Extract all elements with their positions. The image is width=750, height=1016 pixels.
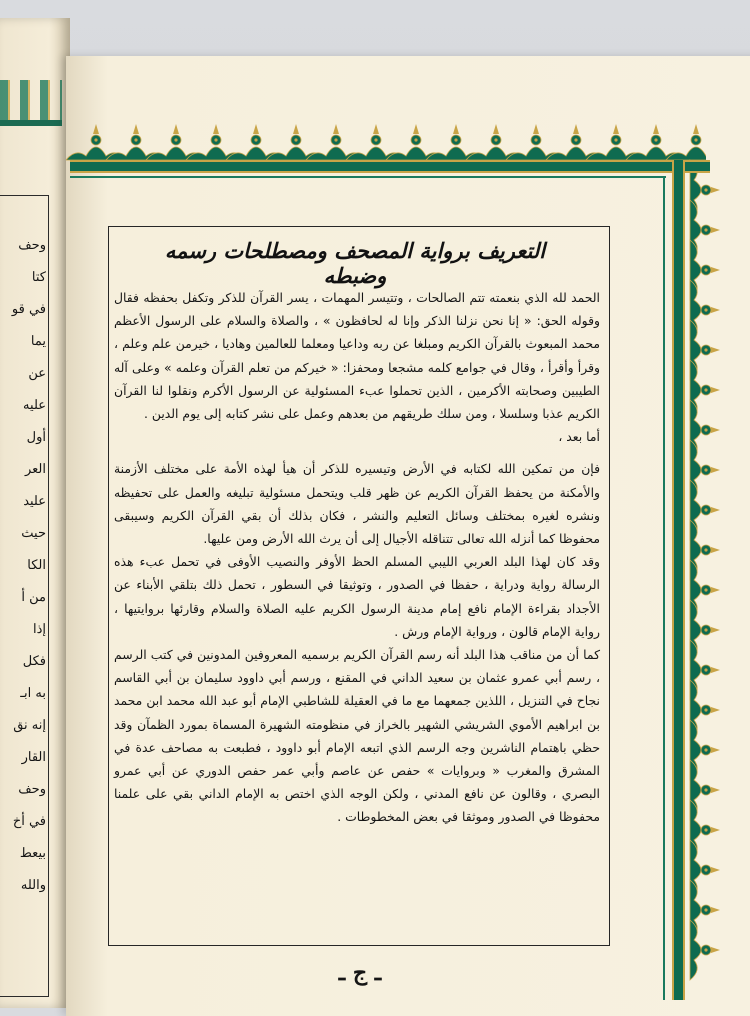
green-band-top [70,160,710,173]
paragraph-gap [114,448,600,457]
left-page-line: القار [21,750,46,765]
body-text [114,286,600,829]
left-page-line: أول [26,430,46,445]
left-page-line: وحف [18,782,46,797]
left-page-green-border [0,120,62,126]
inner-line-top [70,176,666,178]
left-page-line: بيعط [19,846,46,861]
left-page-line: فكل [22,654,46,669]
left-page-line: والله [20,878,46,893]
left-page-line: يما [30,334,46,349]
page-title: التعريف برواية المصحف ومصطلحات رسمه وضبطه [164,238,546,288]
left-page-line: من أ [21,590,46,605]
top-ornament-border [66,118,706,166]
left-page-line: الكا [27,558,46,573]
left-page-line: عن [28,366,46,381]
page-number: ـ ج ـ [338,960,382,986]
paragraph-amma-baad: أما بعد ، [558,429,600,445]
left-page-line: حيث [21,526,46,541]
left-page-text [4,230,46,902]
paragraph-libya: وقد كان لهذا البلد العربي الليبي المسلم الحظ الأوفر والنصيب الأوفى في تحمل عبء هذه الرسالة رواية ودراية ، حفظا في الصدور ، وتوثيقا في السطور ، تحمل ذلك بتلقي الأبناء عن الأجداد بقراءة الإمام نافع إمام مدينة الرسول الكريم عليه الصلاة والسلام وقارئها بروايتيها ، رواية الإمام قالون ، ورواية الإمام ورش . [114,554,600,639]
paragraph-opening: الحمد لله الذي بنعمته تتم الصالحات ، وتتيسر المهمات ، يسر القرآن للذكر وتكفل بحفظه فقال وقوله الحق: « إنا نحن نزلنا الذكر وإنا له لحافظون » ، والصلاة والسلام على الرسول الأعظم محمد المبعوث بالقرآن الكريم ومبلغا عن ربه وداعيا ومعلما للعالمين وهاديا ، خيرمن علم وعلم ، وقرأ وأقرأ ، وقال في جوامع كلمه مشجعا ومحفزا: « خيركم من تعلم القرآن وعلمه » وعلى آله الطيبين وصحابته الأكرمين ، الذين تحملوا عبء المسئولية عن الرسول الأكرم ونقلوا لنا القرآن الكريم عذبا وسلسلا ، ومن سلك طريقهم من بعدهم وعمل على نشر كتابه إلى يوم الدين . [114,290,600,422]
paragraph-preservation: فإن من تمكين الله لكتابه في الأرض وتيسيره للذكر أن هيأ لهذه الأمة على مختلف الأزمنة والأمكنة من يحفظ القرآن الكريم عن ظهر قلب ويتحمل مسئولية تبليغه والعمل على تحفيظه ونشره لغيره بمختلف وسائل التعليم والنشر ، فكان بذلك أن بقي القرآن الكريم وسيبقى محفوظا كما أنزله الله تعالى تتناقله الأجيال إلى أن يرث الله الأرض ومن عليها. [114,461,600,547]
left-page-line: عليد [23,494,46,509]
left-page-line: به ابـ [20,686,46,701]
left-page-line: كتا [31,270,46,285]
paragraph-rasm: كما أن من مناقب هذا البلد أنه رسم القرآن الكريم برسميه المعروفين المدونين في كتب الرسم ، رسم أبي عمرو عثمان بن سعيد الداني في المقنع ، ورسم أبي داوود سليمان بن أبي القاسم نجاح في التنزيل ، اللذين جمعهما مع ما في العقيلة للشاطبي الإمام أبو عبد الله محمد ابن محمد بن ابراهيم الأموي الشريشي الشهير بالخراز في منظومته الشهيرة المسماة بمورد الظمآن وقد حظي باهتمام الناشرين وجه الرسم الذي اتبعه الإمام أبو داوود ، فطبعت به مصاحف عدة في المشرق والمغرب « وبروايات » حفص عن عاصم وأبي عمر حفص الدوري عن أبي عمرو البصري ، وقالون عن نافع المدني ، ولكن الوجه الذي اختص به الإمام الداني بقي على علمنا محفوظا في الصدور وموثقا في بعض المخطوطات . [114,647,600,825]
left-page-line: العر [24,462,46,477]
left-page-line: عليه [23,398,46,413]
right-ornament-border [684,140,724,1000]
left-page-ornament [0,80,62,120]
green-band-right [672,160,685,1000]
left-page-line: في قو [11,302,46,317]
left-page-line: في أخ [12,814,46,829]
inner-line-right [663,176,665,1000]
left-page-line: إنه نق [13,718,46,733]
left-page-line: إذا [32,622,46,637]
left-page-line: وحف [18,238,46,253]
